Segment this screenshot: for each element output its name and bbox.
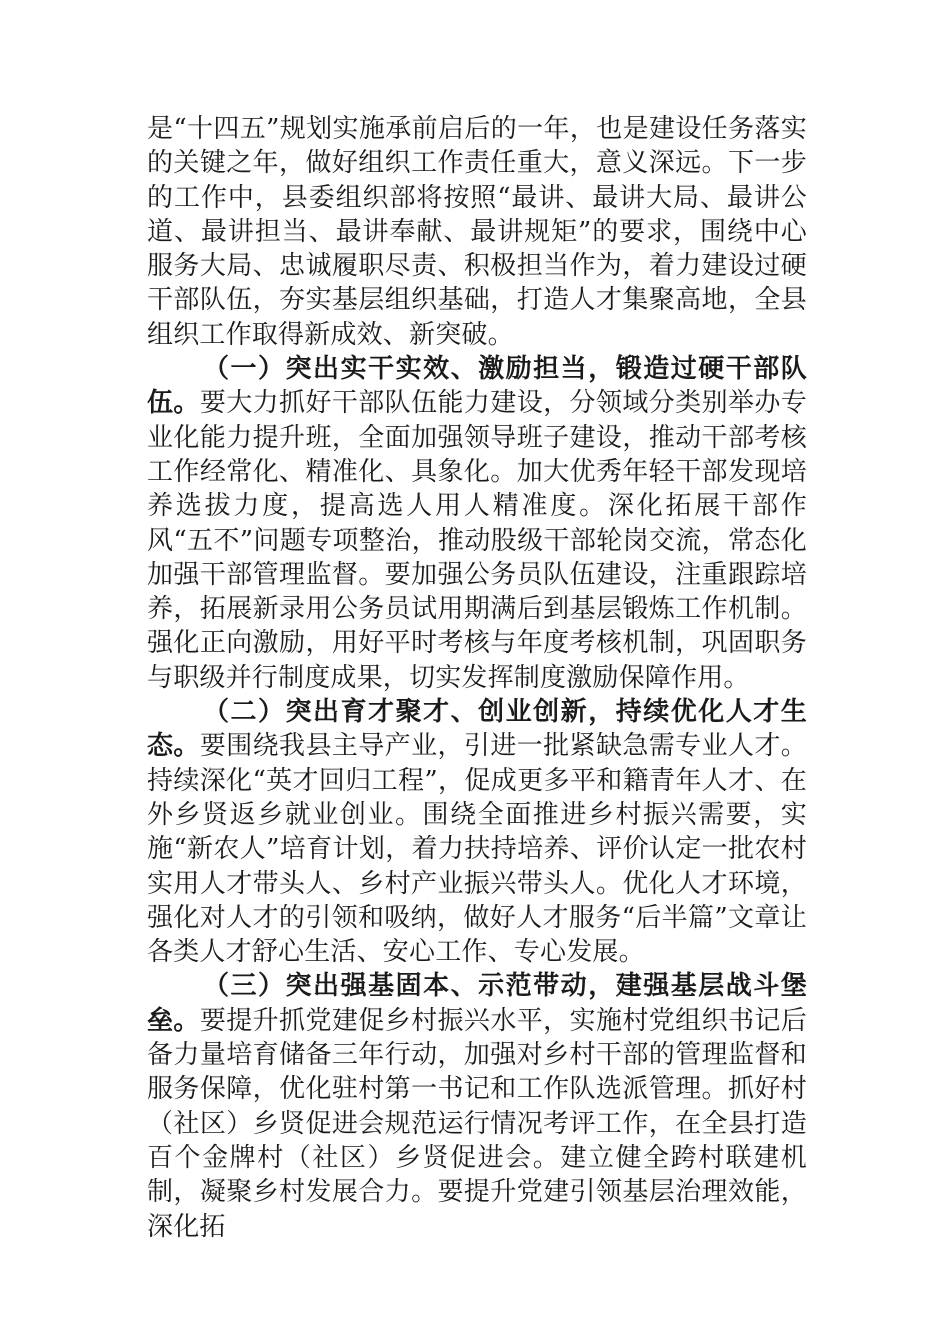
paragraph-section-3 bbox=[147, 969, 807, 1243]
section-heading: （三）突出强基固本、示范带动，建强基层战斗堡垒。 bbox=[147, 971, 807, 1036]
section-heading: （一）突出实干实效、激励担当，锻造过硬干部队伍。 bbox=[147, 354, 807, 419]
document-body bbox=[147, 112, 807, 1244]
paragraph-body: 是“十四五”规划实施承前启后的一年，也是建设任务落实的关键之年，做好组织工作责任重大，意义深远。下一步的工作中，县委组织部将按照“最讲、最讲大局、最讲公道、最讲担当、最讲奉献、最讲规矩”的要求，围绕中心服务大局、忠诚履职尽责、积极担当作为，着力建设过硬干部队伍，夯实基层组织基础，打造人才集聚高地，全县组织工作取得新成效、新突破。 bbox=[147, 114, 807, 350]
paragraph-section-2 bbox=[147, 695, 807, 969]
section-heading: （二）突出育才聚才、创业创新，持续优化人才生态。 bbox=[147, 697, 807, 762]
paragraph-section-1 bbox=[147, 352, 807, 695]
paragraph-body: 要大力抓好干部队伍能力建设，分领域分类别举办专业化能力提升班，全面加强领导班子建设，推动干部考核工作经常化、精准化、具象化。加大优秀年轻干部发现培养选拔力度，提高选人用人精准度。深化拓展干部作风“五不”问题专项整治，推动股级干部轮岗交流，常态化加强干部管理监督。要加强公务员队伍建设，注重跟踪培养，拓展新录用公务员试用期满后到基层锻炼工作机制。强化正向激励，用好平时考核与年度考核机制，巩固职务与职级并行制度成果，切实发挥制度激励保障作用。 bbox=[147, 388, 807, 693]
paragraph-intro bbox=[147, 112, 807, 352]
paragraph-body: 要围绕我县主导产业，引进一批紧缺急需专业人才。持续深化“英才回归工程”，促成更多平和籍青年人才、在外乡贤返乡就业创业。围绕全面推进乡村振兴需要，实施“新农人”培育计划，着力扶持培养、评价认定一批农村实用人才带头人、乡村产业振兴带头人。优化人才环境，强化对人才的引领和吸纳，做好人才服务“后半篇”文章让各类人才舒心生活、安心工作、专心发展。 bbox=[147, 731, 807, 968]
paragraph-body: 要提升抓党建促乡村振兴水平，实施村党组织书记后备力量培育储备三年行动，加强对乡村干部的管理监督和服务保障，优化驻村第一书记和工作队选派管理。抓好村（社区）乡贤促进会规范运行情况考评工作，在全县打造百个金牌村（社区）乡贤促进会。建立健全跨村联建机制，凝聚乡村发展合力。要提升党建引领基层治理效能，深化拓 bbox=[147, 1005, 807, 1242]
